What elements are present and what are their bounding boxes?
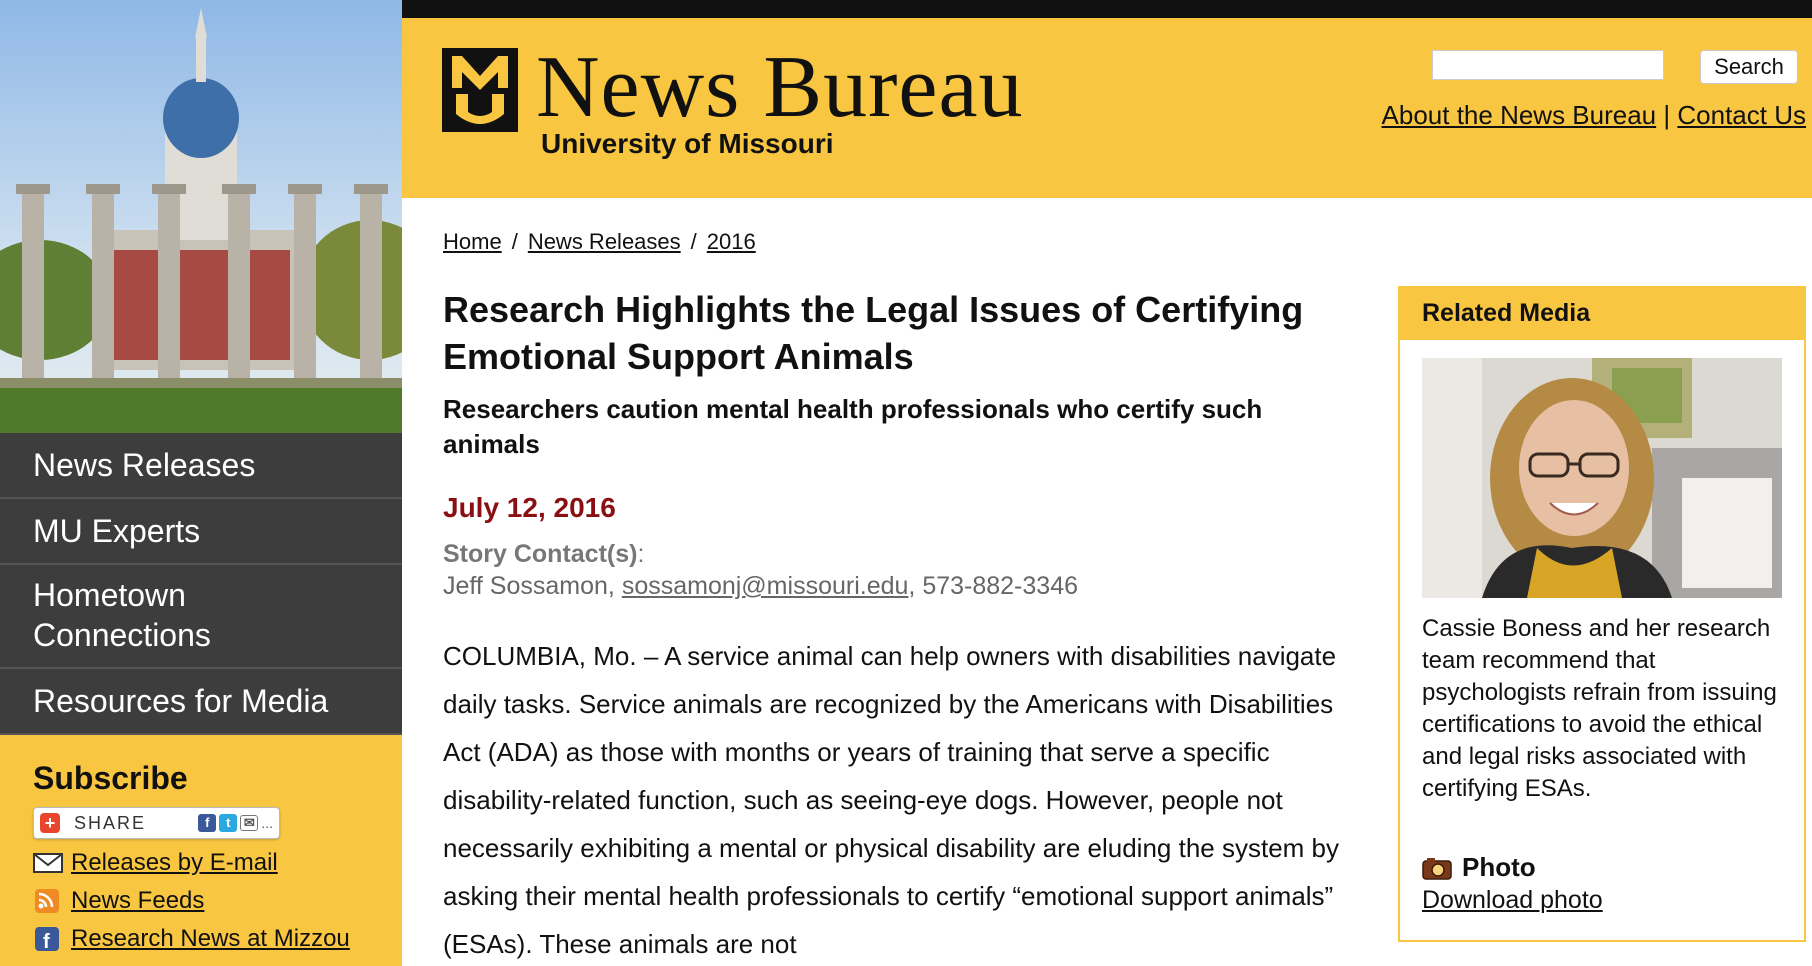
rss-icon [33,889,63,913]
breadcrumb-home[interactable]: Home [443,229,502,254]
header-link-separator: | [1663,100,1671,130]
site-header [402,18,1812,198]
site-brand-subtitle: University of Missouri [541,128,834,159]
facebook-icon: f [198,814,216,832]
about-news-bureau-link[interactable]: About the News Bureau [1381,100,1657,130]
news-feeds-row [33,887,393,915]
related-media-caption: Cassie Boness and her research team recommend that psychologists refrain from issuing certifications to avoid the ethical and legal risks associated with certifying ESAs. [1422,615,1777,802]
left-sidebar [0,0,402,966]
article-body: COLUMBIA, Mo. – A service animal can help owners with disabilities navigate daily tasks. Service animals are recognized by the Americans with Disabilities Act (ADA) as those with months or years of training that serve a specific disability-related function, such as seeing-eye dogs. However, people not necessarily exhibiting a mental or physical disability are eluding the system by asking their mental health professionals to certify “emotional support animals” (ESAs). These animals are not [443,641,1339,959]
nav-hometown-connections[interactable] [0,565,402,669]
article-date: July 12, 2016 [443,492,616,523]
contact-name: Jeff Sossamon, [443,572,615,600]
related-media-heading: Related Media [1400,286,1804,340]
photo-label [1422,852,1536,883]
breadcrumb-2016[interactable]: 2016 [706,229,756,254]
envelope-icon [33,851,63,875]
story-contact-label-text: Story Contact(s) [443,540,638,568]
search-button[interactable]: Search [1700,50,1798,84]
research-news-link[interactable]: Research News at Mizzou [71,925,350,952]
svg-text:f: f [43,931,50,951]
breadcrumb-news-releases[interactable]: News Releases [527,229,681,254]
twitter-icon: t [219,814,237,832]
contact-phone: , 573-882-3346 [908,572,1079,600]
breadcrumb-separator: / [511,229,518,254]
share-service-icons [198,814,273,832]
contact-email-link[interactable]: sossamonj@missouri.edu [621,572,909,600]
facebook-icon [33,927,63,951]
nav-mu-experts[interactable]: MU Experts [0,499,402,565]
nav-resources-for-media[interactable]: Resources for Media [0,669,402,735]
share-more: ... [261,815,273,831]
email-icon: ✉ [240,815,258,831]
camera-icon [1422,856,1452,880]
article-title: Research Highlights the Legal Issues of Certifying Emotional Support Animals [443,289,1304,377]
nav-news-releases[interactable]: News Releases [0,433,402,499]
nav-label-line1: Hometown [33,577,186,613]
breadcrumb [443,229,756,255]
research-news-row [33,925,393,953]
top-black-bar [402,0,1812,18]
releases-by-email-row [33,849,393,877]
related-media-photo[interactable] [1422,358,1782,598]
download-photo-link[interactable]: Download photo [1422,886,1603,914]
mu-logo-icon [442,48,518,132]
releases-by-email-link[interactable]: Releases by E-mail [71,849,278,876]
news-feeds-link[interactable]: News Feeds [71,887,205,914]
story-contact [443,572,1078,601]
share-button[interactable] [33,807,280,839]
related-media-panel [1398,286,1806,942]
share-label: SHARE [74,812,147,833]
addthis-plus-icon: + [40,813,60,833]
story-contact-label: Story Contact(s): [443,540,645,568]
header-links [1382,100,1806,131]
subscribe-section [33,760,393,953]
sidebar-nav [0,433,402,735]
site-brand[interactable]: News Bureau [536,39,1024,136]
subscribe-heading: Subscribe [33,760,188,796]
campus-photo [0,0,402,433]
nav-label-line2: Connections [33,617,211,653]
contact-us-link[interactable]: Contact Us [1677,100,1806,130]
search-input[interactable] [1432,50,1664,80]
photo-label-text: Photo [1462,852,1536,882]
article-subtitle: Researchers caution mental health professionals who certify such animals [443,394,1263,459]
breadcrumb-separator: / [690,229,697,254]
